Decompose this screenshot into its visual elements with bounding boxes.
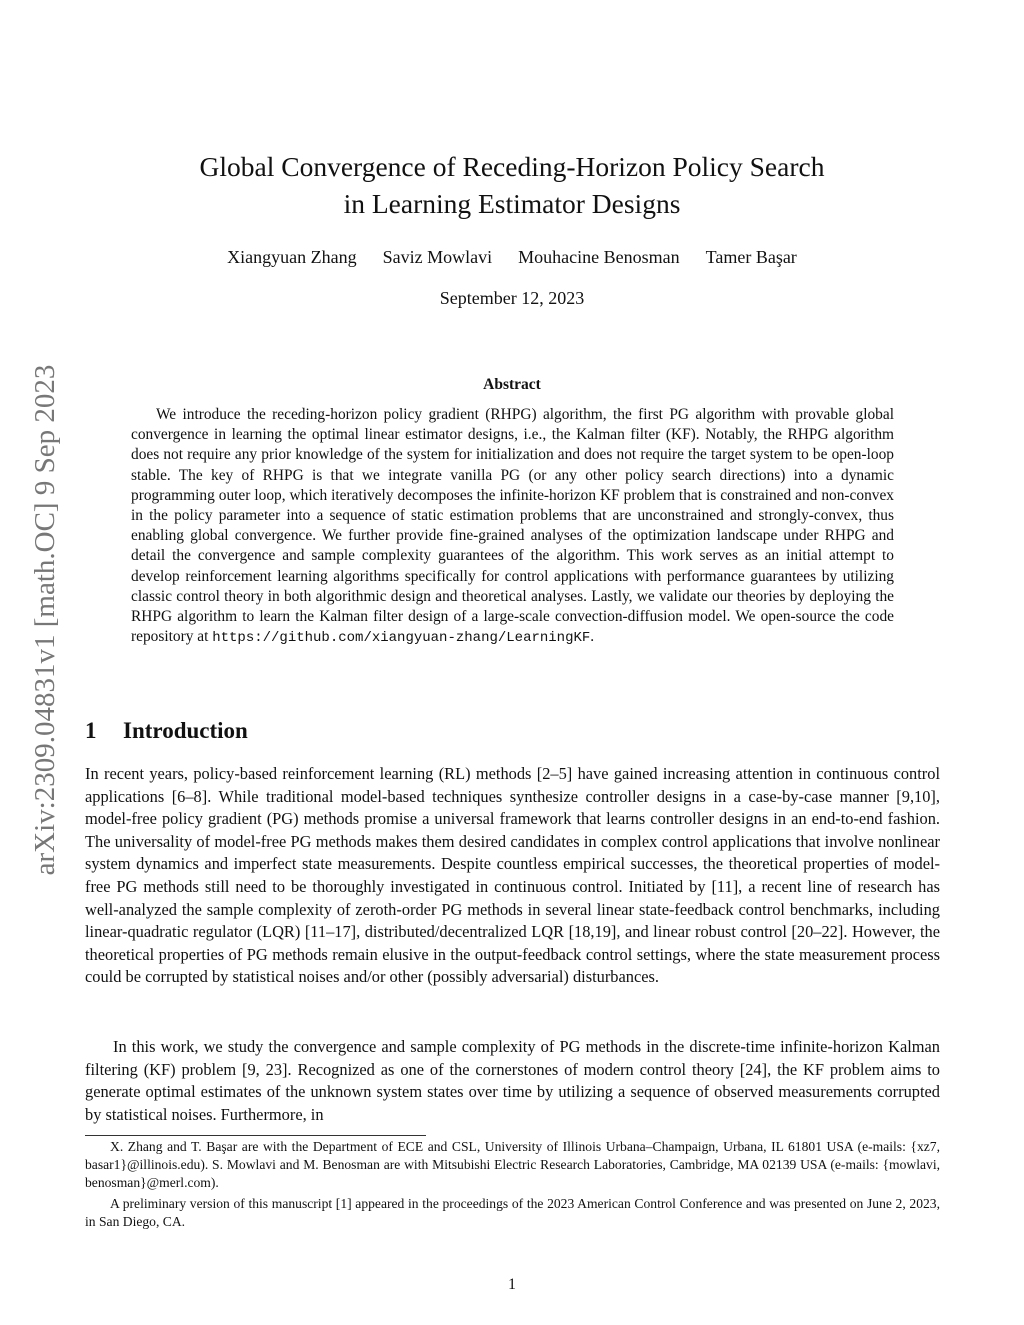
section-title: Introduction (123, 718, 248, 743)
intro-paragraph-1: In recent years, policy-based reinforcement learning (RL) methods [2–5] have gained increasing attention in continuous control applications [6–8]. While traditional model-based techniques synthesize controller designs in a case-by-case manner [9,10], model-free policy gradient (PG) methods promise a universal framework that learns controller designs in an end-to-end fashion. The universality of model-free PG methods makes them desired candidates in complex control applications that involve nonlinear system dynamics and imperfect state measurements. Despite countless empirical successes, the theoretical properties of model-free PG methods still need to be thoroughly investigated in continuous control. Initiated by [11], a recent line of research has well-analyzed the sample complexity of zeroth-order PG methods in several linear state-feedback control benchmarks, including linear-quadratic regulator (LQR) [11–17], distributed/decentralized LQR [18,19], and linear robust control [20–22]. However, the theoretical properties of PG methods remain elusive in the output-feedback control settings, where the state measurement process could be corrupted by statistical noises and/or other (possibly adversarial) disturbances. (85, 764, 940, 987)
abstract-end-punctuation: . (590, 628, 595, 646)
author-name: Tamer Başar (705, 247, 797, 267)
abstract-text: We introduce the receding-horizon policy gradient (RHPG) algorithm, the first PG algorithm with provable global convergence in learning the optimal linear estimator designs, i.e., the Kalman filter (KF). Notably, the RHPG algorithm does not require any prior knowledge of the system for initialization and does not require the target system to be open-loop stable. The key of RHPG is that we integrate vanilla PG (or any other policy search directions) into a dynamic programming outer loop, which iteratively decomposes the infinite-horizon KF problem that is constrained and non-convex in the policy parameter into a sequence of static estimation problems that are unconstrained and strongly-convex, thus enabling global convergence. We further provide fine-grained analyses of the optimization landscape under RHPG and detail the convergence and sample complexity guarantees of the algorithm. This work serves as an initial attempt to develop reinforcement learning algorithms specifically for control applications with performance guarantees by utilizing classic control theory in both algorithmic design and theoretical analyses. Lastly, we validate our theories by deploying the RHPG algorithm to learn the Kalman filter design of a large-scale convection-diffusion model. We open-source the code repository at (131, 406, 894, 646)
paper-title (80, 148, 944, 222)
section-number: 1 (85, 718, 97, 743)
section-heading (85, 716, 248, 746)
author-list (80, 245, 944, 269)
arxiv-identifier-stamp: arXiv:2309.04831v1 [math.OC] 9 Sep 2023 (29, 364, 61, 876)
abstract-heading: Abstract (483, 376, 541, 393)
code-repository-link[interactable]: https://github.com/xiangyuan-zhang/LearningKF (212, 630, 591, 647)
intro-paragraph-2: In this work, we study the convergence and sample complexity of PG methods in the discrete-time infinite-horizon Kalman filtering (KF) problem [9, 23]. Recognized as one of the cornerstones of modern control theory [24], the KF problem aims to generate optimal estimates of the unknown system states over time by utilizing a sequence of observed measurements corrupted by statistical noises. Furthermore, in (85, 1037, 940, 1124)
page-number: 1 (508, 1276, 516, 1293)
footnote-preliminary-version: A preliminary version of this manuscript [1] appeared in the proceedings of the 2023 American Control Conference and was presented on June 2, 2023, in San Diego, CA. (85, 1196, 940, 1229)
author-name: Xiangyuan Zhang (227, 247, 357, 267)
title-line-2: in Learning Estimator Designs (343, 188, 681, 219)
title-line-1: Global Convergence of Receding-Horizon Policy Search (199, 151, 825, 182)
author-name: Saviz Mowlavi (382, 247, 493, 267)
author-name: Mouhacine Benosman (518, 247, 680, 267)
footnote-divider (85, 1135, 426, 1136)
abstract-body (131, 405, 894, 648)
footnote-affiliations: X. Zhang and T. Başar are with the Department of ECE and CSL, University of Illinois Urbana–Champaign, Urbana, IL 61801 USA (e-mails: {xz7, basar1}@illinois.edu). S. Mowlavi and M. Benosman are with Mitsubishi Electric Research Laboratories, Cambridge, MA 02139 USA (e-mails: {mowlavi, benosman}@merl.com). (85, 1139, 940, 1190)
publication-date: September 12, 2023 (439, 288, 585, 308)
